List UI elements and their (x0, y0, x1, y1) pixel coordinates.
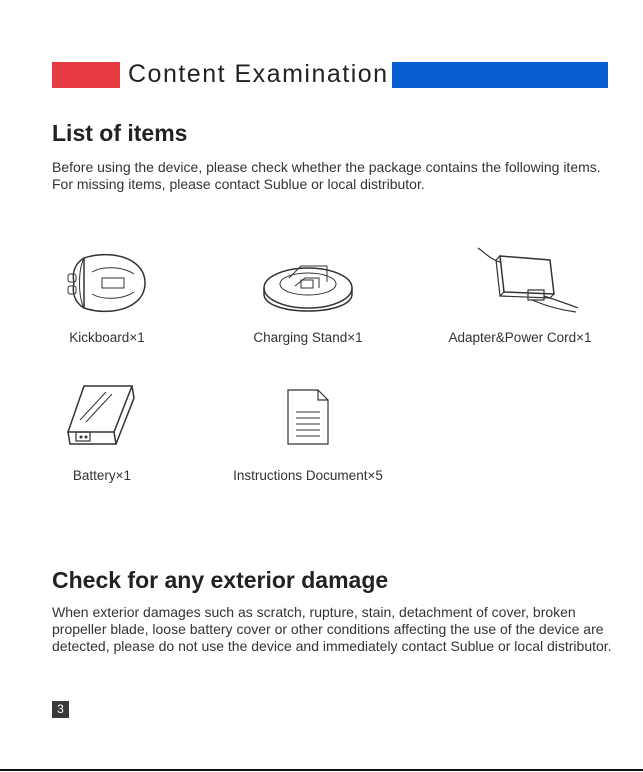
document-icon (286, 388, 330, 446)
adapter-power-cord-icon (460, 246, 580, 314)
item-kickboard (52, 252, 162, 345)
charging-stand-icon (261, 258, 355, 312)
item-label: Kickboard×1 (69, 330, 145, 345)
item-battery (52, 382, 152, 483)
bottom-divider (0, 769, 643, 771)
damage-heading: Check for any exterior damage (52, 567, 389, 593)
item-label: Adapter&Power Cord×1 (448, 330, 592, 345)
list-heading: List of items (52, 120, 188, 146)
item-label: Battery×1 (72, 468, 132, 483)
item-adapter-power-cord (430, 246, 610, 345)
battery-icon (66, 382, 138, 448)
item-label: Instructions Document×5 (233, 468, 383, 483)
header-title: Content Examination (128, 60, 389, 88)
damage-description: When exterior damages such as scratch, rupture, stain, detachment of cover, broken propeller blade, loose battery cover or other conditions affecting the use of the device are detected, please do not use the device and immediately contact Sublue or local distributor. (52, 604, 612, 654)
header-accent-blue (392, 62, 608, 88)
header-accent-red (52, 62, 120, 88)
list-description: Before using the device, please check whether the package contains the following items. For missing items, please contact Sublue or local distributor. (52, 159, 601, 192)
item-instructions-document (218, 388, 398, 483)
page-number: 3 (52, 701, 69, 718)
kickboard-icon (62, 252, 152, 314)
item-charging-stand (238, 258, 378, 345)
item-label: Charging Stand×1 (253, 330, 363, 345)
